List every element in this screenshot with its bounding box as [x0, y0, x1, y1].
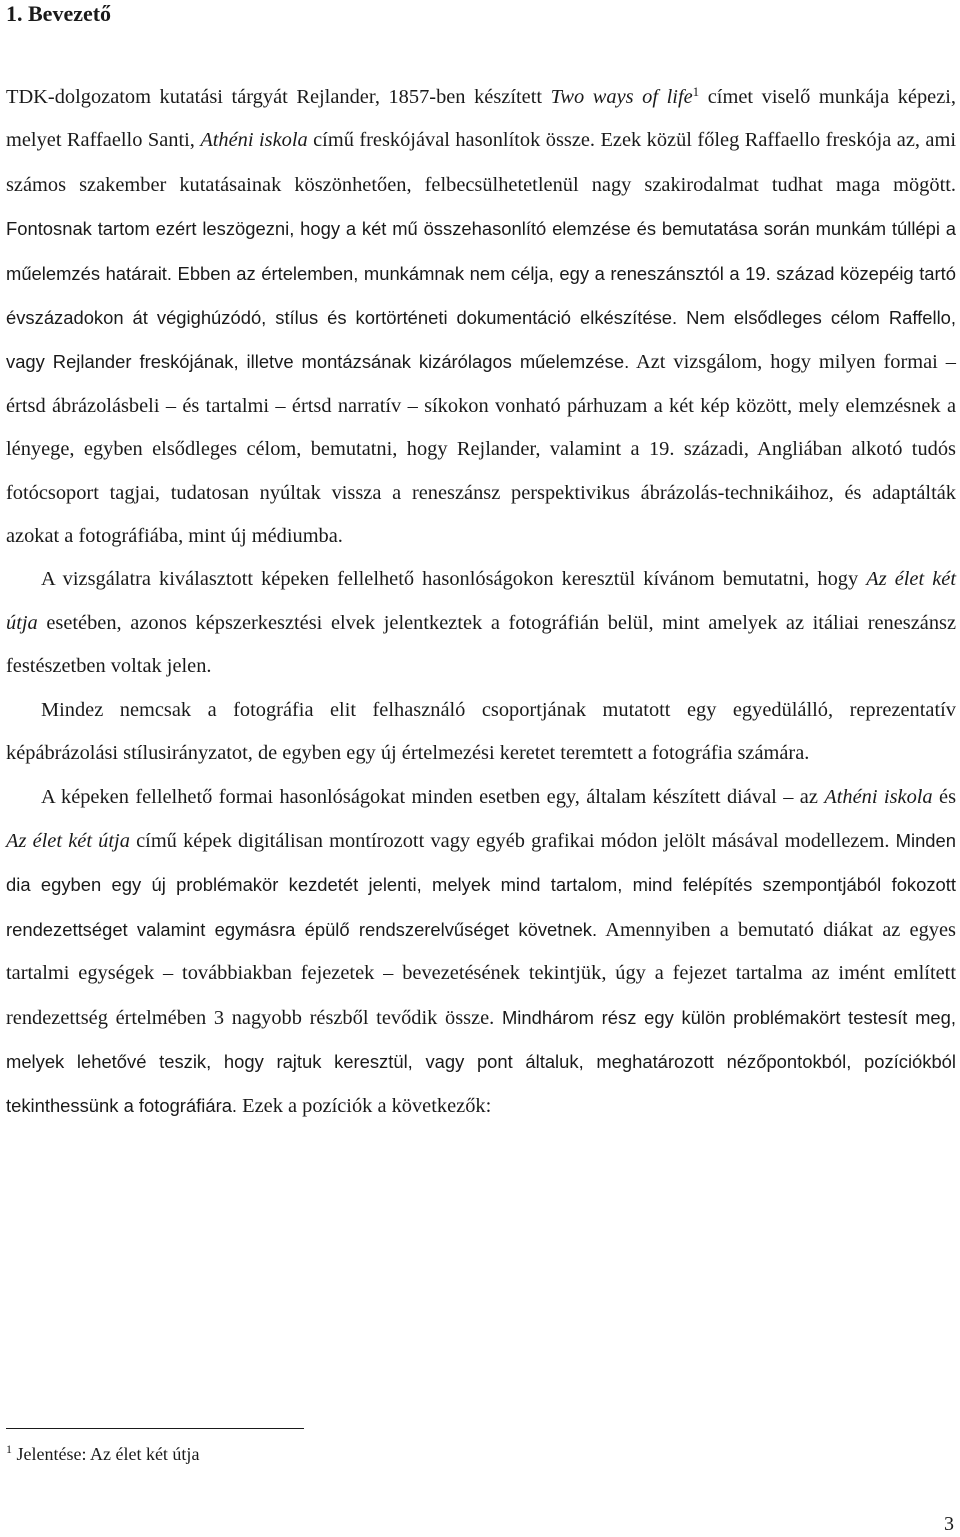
text-run: Amennyiben a bemutató diákat az egyes tartalmi egységek – továbbiakban fejezetek – bevezetésének tekintjük, úgy a fejezet tartalma az imént említett rendezettség értelmében 3 nagyobb részből tevődik össze. [6, 918, 956, 1029]
text-run-sans: Fontosnak tartom ezért leszögezni, hogy a két mű összehasonlító elemzése és bemutatása során munkám túllépi a műelemzés határait. Ebben az értelemben, munkámnak nem célja, egy a reneszánsztól a 19. század közepéig tartó évszázadokon át végighúzódó, stílus és kortörténeti dokumentáció elkészítése. Nem elsődleges célom Raffello, vagy Rejlander freskójának, illetve montázsának kizárólagos műelemzése. [6, 218, 956, 373]
text-run: Ezek közül főleg Raffaello freskója az, ami számos szakember kutatásainak köszönhetően, felbecsülhetetlenül nagy szakirodalmat tudhat maga mögött. [6, 129, 956, 196]
page-number: 3 [944, 1513, 954, 1535]
text-run: esetében, azonos képszerkesztési elvek jelentkeztek a fotográfián belül, mint amelyek az itáliai reneszánsz festészetben voltak jelen. [6, 611, 956, 678]
text-run: és [932, 785, 957, 808]
footnote-text: Jelentése: Az élet két útja [12, 1444, 200, 1464]
text-run: Mindez nemcsak a fotográfia elit felhasználó csoportjának mutatott egy egyedülálló, reprezentatív képábrázolási stílusirányzatot, de egyben egy új értelmezési keretet teremtett a fotográfia számára. [6, 698, 956, 765]
footnote-number: 1 [6, 1442, 12, 1456]
text-run: című képek digitálisan montírozott vagy egyéb grafikai módon jelölt másával modellezem. [129, 829, 890, 852]
italic-title-athens: Athéni iskola [824, 785, 933, 808]
paragraph-aim [6, 558, 956, 688]
body-text [6, 76, 956, 1129]
text-run: Azt vizsgálom, hogy milyen formai – értsd ábrázolásbeli – és tartalmi – értsd narratív – síkokon vonható párhuzam a két kép között, mely elemzésnek a lényege, egyben elsődleges célom, bemutatni, hogy Rejlander, valamint a 19. századi, Angliában alkotó tudós fotócsoport tagjai, tudatosan nyúltak vissza a reneszánsz perspektivikus ábrázolás-technikáihoz, és adaptálták azokat a fotográfiába, mint új médiumba. [6, 351, 956, 548]
text-run: című freskójával hasonlítok össze. [307, 129, 601, 152]
italic-title-athens: Athéni iskola [200, 129, 308, 152]
italic-title-two-ways-of-life: Two ways of life [550, 86, 693, 108]
footnote-reference: 1 [692, 84, 700, 99]
text-run: TDK-dolgozatom kutatási tárgyát Rejlander, 1857-ben készített [6, 86, 551, 108]
paragraph-intro [6, 76, 956, 558]
paragraph-method [6, 776, 956, 1129]
text-run: A képeken fellelhető formai hasonlóságokat minden esetben egy, általam készített diával – az [41, 785, 825, 808]
italic-title-life: Az élet két útja [6, 829, 130, 852]
paragraph-significance [6, 689, 956, 776]
text-run-sans: Mindhárom rész egy külön problémakört testesít meg, melyek lehetővé teszik, hogy rajtuk keresztül, vagy pont általuk, meghatározott nézőpontokból, pozíciókból tekinthessünk a fotográfiára. [6, 1006, 956, 1117]
footnote-divider [6, 1428, 304, 1429]
text-run: címet viselő munkája képezi, melyet Raffaello Santi, [6, 86, 957, 152]
text-run: A vizsgálatra kiválasztott képeken fellelhető hasonlóságokon keresztül kívánom bemutatni, hogy [41, 568, 867, 591]
italic-title-life: Az élet két útja [6, 568, 956, 634]
section-heading: 1. Bevezető [6, 1, 112, 26]
text-run-sans: Minden dia egyben egy új problémakör kezdetét jelenti, melyek mind tartalom, mind felépítés szempontjából fokozott rendezettséget valamint egymásra épülő rendszerelvűséget követnek. [6, 829, 956, 940]
text-run: Ezek a pozíciók a következők: [237, 1095, 492, 1118]
footnote [6, 1442, 199, 1466]
